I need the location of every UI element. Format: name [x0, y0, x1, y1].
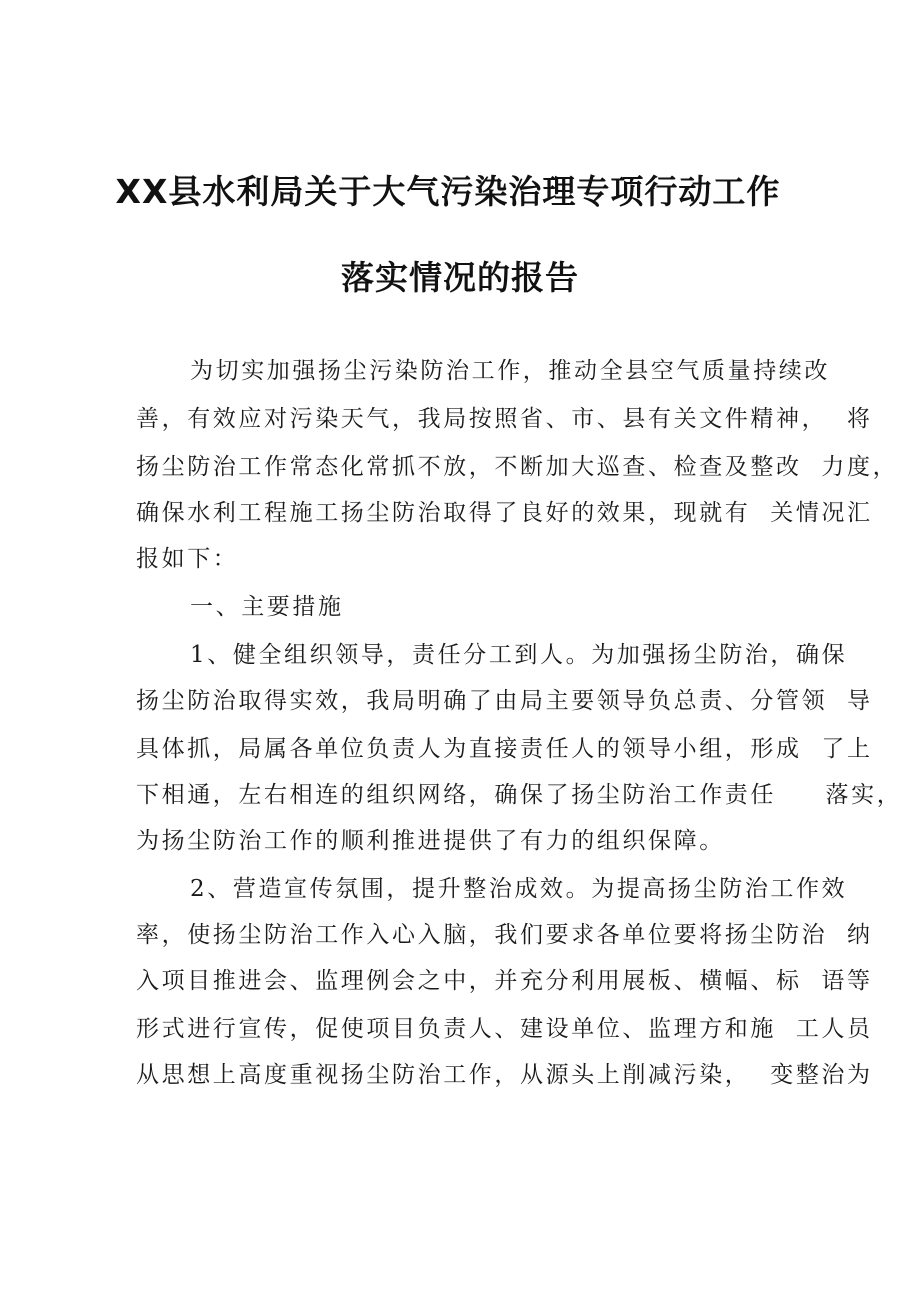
document-title-line-2: 落实情况的报告: [341, 258, 579, 297]
body-text-line: 为切实加强扬尘污染防治工作，推动全县空气质量持续改: [190, 358, 830, 384]
body-text-line: 形式进行宣传，促使项目负责人、建设单位、监理方和施 工人员: [136, 1016, 873, 1042]
body-text-line: 确保水利工程施工扬尘防治取得了良好的效果，现就有 关情况汇: [136, 500, 873, 526]
body-text-line: 下相通，左右相连的组织网络，确保了扬尘防治工作责任 落实，: [136, 782, 903, 808]
section-heading: 一、主要措施: [190, 594, 344, 620]
body-text-line: 扬尘防治取得实效，我局明确了由局主要领导负总责、分管领 导: [136, 688, 873, 714]
body-text-line: 扬尘防治工作常态化常抓不放，不断加大巡查、检查及整改 力度，: [136, 454, 899, 480]
body-text-line: 善，有效应对污染天气，我局按照省、市、县有关文件精神， 将: [136, 406, 873, 432]
body-text-line: 入项目推进会、监理例会之中，并充分利用展板、横幅、标 语等: [136, 968, 873, 994]
body-text-line: 2、营造宣传氛围，提升整治成效。为提高扬尘防治工作效: [190, 876, 848, 902]
body-text-line: 率，使扬尘防治工作入心入脑，我们要求各单位要将扬尘防治 纳: [136, 922, 873, 948]
document-title-line-1: XX县水利局关于大气污染治理专项行动工作: [115, 172, 781, 211]
body-text-line: 为扬尘防治工作的顺利推进提供了有力的组织保障。: [136, 828, 725, 854]
body-text-line: 报如下：: [136, 546, 239, 572]
body-text-line: 1、健全组织领导，责任分工到人。为加强扬尘防治，确保: [190, 642, 848, 668]
body-text-line: 从思想上高度重视扬尘防治工作，从源头上削减污染， 变整治为: [136, 1062, 873, 1088]
body-text-line: 具体抓，局属各单位负责人为直接责任人的领导小组，形成 了上: [136, 736, 873, 762]
